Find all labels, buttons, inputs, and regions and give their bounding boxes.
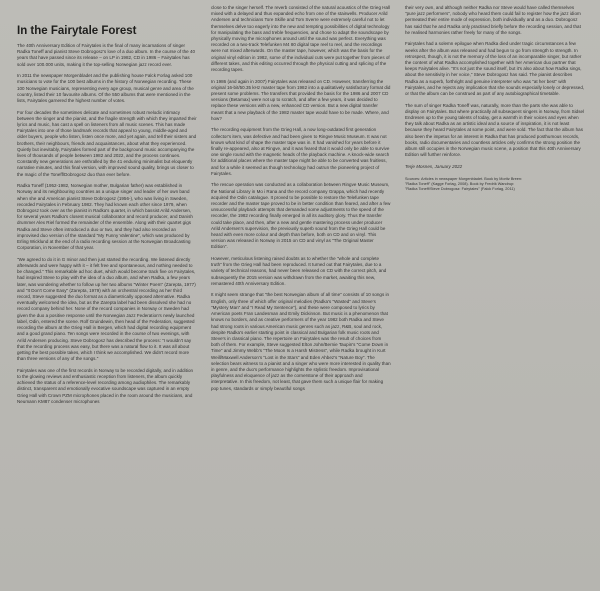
text-column-1 (17, 43, 197, 410)
paragraph: Fairytales was one of the first records in Norway to be recorded digitally, and in addition to the glowing reviews and enthusiastic reception from listeners, the album quickly achieved the status of a reference-level recording among audiophiles. The remarkably distinct, transparent and emotionally evocative soundscape was captured in an empty Grieg Hall with Crown PZM microphones placed in the room around the musicians, and Neumann KM87 condenser microphones (17, 367, 194, 404)
paragraph: It might seem strange that "the best Norwegian album of all time" consists of 10 songs in English, only three of which offer original melodies (Radka's "Wasted" and Steve's "Mystery Man" and "I Read My Sentence"), and these were composed to lyrics by American poets Fran Landesman and Emily Dickinson. But music is a phenomenon that knows no borders, and as creative performers of the year 1982 both Radka and Steve had strong roots in various American music genres such as jazz, R&B, soul and rock, despite Radka's earlier starting point in classical and Bulgarian folk music roots and Steve's in classical piano. The repertoire on Fairytales was the result of choices from both of them. For example, Steve suggested Elton John/Bernie Taupin's "Come Down in Time" and Jimmy Webb's "The Moon Is a Harsh Mistress", while Radka brought in Kurt Weill/Maxwell Anderson's "Lost in the Stars" and Eden Ahbez's "Nature Boy". The selection bears witness to a pianist and a singer who were more interested in quality than in genre, and the duo's performance highlights the stylistic freedom. Improvisational playfulness and eloquence of jazz as the cornerstone of their approach and interpretative. In this freedom, not least, that gave them such a unique flair for making pop tunes, standards or simply beautiful songs (211, 292, 391, 391)
paragraph: Radka Toneff (1952-1982, Norwegian mother, Bulgarian father) was established in Norway and its neighbouring countries as a unique singer and leader of her own band when she and American pianist Steve Dobrogosz (1956-), who was living in Sweden, recorded Fairytales in February 1982. They had known each other since 1979, when Dobrogosz took over as the pianist in Radka's quartet, in which bassist Arild Andersen, for several years Radka's closest musical collaborator and record producer, and Danish drummer Alex Riel formed the remainder of the ensemble. Along with their quartet gigs Radka and Steve often introduced a duo or two, and they had also recorded an improvised duo version of the standard "My Funny Valentine", which was produced by Erling Wicklund at the end of a radio recording session at the Norwegian Broadcasting Corporation, in November of that year. (17, 183, 193, 251)
text-column-3 (405, 5, 585, 193)
page-title: In the Fairytale Forest (17, 25, 137, 37)
paragraph: For four decades the sometimes delicate and sometimes robust melodic intimacy between the singer and the pianist, and the fragile strength with which they imparted their lyrics and music, has cast a spell on listeners from all music scenes. This has made Fairytales into one of those landmark records that appeal to young, middle-aged and older buyers, people who listen, listen once more, and yet again, and tell their sisters and brothers, their neighbours, friends and acquaintances, about what they experienced. Quietly but inevitably, Fairytales formed part of the background music accompanying the lives of thousands of people between 1982 and 2022, and the process continues. Constantly new generations are enthralled by the 41 enduring minimalist but eloquently narrative minutes, and this final version, with improved sound quality, brings us closer to the magic of the Toneff/Dobrogosz duo than ever before. (17, 109, 197, 177)
paragraph: "We agreed to do it in G minor and then just started the recording. We listened directly afterwards and were happy with it – it felt free and spontaneous, and nothing needed to be changed." This remarkable ad hoc duet, which would become track five on Fairytales, had inspired Steve to play with the idea of a duo album, and when Radka, a few years later, was wondering whether to follow up her two albums "Winter Poem" (Zarepta, 1977) and "It Don't Come Easy" (Zarepta, 1979) with an orchestral recording as her third record, Steve suggested the duo format as a diametrically opposed alternative. Radka eventually welcomed the idea, but as the Zarepta label had been dissolved she had no record company behind her. None of the record companies in Norway or Sweden had given the duo a positive response until the Norwegian Jazz Federation's newly launched label, Odin, entered the scene. Rolf Gruindewin, then head of the Federation, suggested recording the album at the Grieg Hall in Bergen, which had digital recording equipment and a good grand piano. Ten songs were recorded in the course of two evenings, with Arild Andersen producing. Steve Dobrogosz has described the process: "I wouldn't say that the recording process was easy, but there was a natural flow to it. It was all about getting the best possible takes, which I think we accomplished. We didn't record more than three versions of any of the songs." (17, 256, 196, 362)
paragraph: However, meticulous listening raised doubts as to whether the "whole and complete truth" from the Grieg Hall had been reproduced. It turned out that Fairytales, due to a variety of technical reasons, had never been released on CD with the correct pitch, and subsequently the 2015 version was withdrawn from the market, awaiting this new, remastered 40th Anniversary Edition. (211, 256, 387, 286)
source-line: "Radka Toneff" (Kagge Forlag, 2008). Book by Fredrik Wandrup: (405, 182, 515, 187)
paragraph: Fairytales had a solemn epilogue when Radka died under tragic circumstances a few weeks after the album was released and had begun to go from strength to strength. In retrospect, though, it is not the memory of the loss of an incomparable singer, but rather the content of what Radka accomplished together with her American duo partner that keeps Fairytales alive. "It's not just the sound itself, but it's also about how Radka sings, about the sensitivity in her voice," Steve Dobrogosz has said. The pianist describes Radka as a superb, forthright and genuine interpreter who was "at her best" with Fairytales, and he rejects any implication that she sounds especially lonely or depressed, or that the album can be construed as part of any autobiographical timetable. (405, 41, 585, 97)
paragraph: close to the singer herself. The reverb consisted of the natural acoustics of the Grieg Hall mixed with a delayed and thus expanded echo from one of the stairwells. Producer Arild Andersen and technicians Tore Skille and Tom Sverre were extremely careful not to let themselves delve too eagerly into the new and tempting possibilities of digital technology for manipulating the bass and treble frequencies, and chose to adapt the soundscape by physically moving the microphones around until the sound was perfect. Everything was recorded on a two-track Telefunken M4 80 digital tape reel to reel, and the recordings were not mixed afterwards. On the master tape, however, which was the basis for the original vinyl edition in 1982, some of the individual cuts were put together from pieces of different takes, and this editing occurred through the physical cutting and splicing of the recording tapes. (211, 5, 391, 73)
source-line: "Radka Toneff/Steve Dobrogosz: Fairytales" (Falck Forlag, 2011) (405, 187, 515, 192)
source-line: Sources: Articles in newspaper Morgenbladet. Book by Moritz Breen: (405, 177, 523, 182)
paragraph: their very own, and although neither Radka nor Steve would have called themselves "pure jazz performers", nobody who heard them could fail to register how the jazz idiom permeated their entire mode of expression, both individually and as a duo. Dobrogosz has said that he and Radka only practised briefly before the recording session, and that he realised harmonies rather freely for many of the songs. (405, 5, 581, 35)
paragraph: The 40th Anniversary Edition of Fairytales is the final of many incarnations of singer Radka Toneff and pianist Steve Dobrogosz's love of a duo album. In the course of the 40 years that have passed since its release – on LP in 1982, CD in 1986 – Fairytales has sold over 100.000 units, making it the top-selling Norwegian jazz record ever. (17, 43, 196, 67)
text-column-2 (211, 5, 391, 397)
paragraph: The rescue operation was conducted as a collaboration between Ringve Music Museum, the National Library in Mo i Rana and the record company Grappa, which had recently acquired the Odin catalogue. It proved to be possible to restore the Telefunken tape recorder and the master tape proved to be in better condition than feared, and after a few unsuccessful playback attempts that demanded some adjustments to the speed of the recorder, the 1982 recording finally emerged in all its auditory glory. Thus the transfer could take place, and then, after a new and gentle mastering process under producer Arild Andersen's supervision, the previously superb sound from the Grieg Hall could be heard with even more colour and depth than before, both on CD and on vinyl. This version was released in Norway in 2015 on CD and vinyl as "The Original Master Edition". (211, 182, 391, 250)
paragraph: The recording equipment from the Grieg Hall, a now long-outdated first generation collector's item, was defective and had been given to Ringve Music Museum. It was not known what kind of shape the master tape was in. It had vanished for years before it finally re-appeared, also at Ringve, and it was feared that it would only be able to survive one single round with the magnetic heads of the playback machine. A knock-wide search for additional places where the master tape might be able to be converted was fruitless, and for a while it seemed as though technology had outrun the pioneering project of Fairytales. (211, 127, 390, 176)
sources-note (405, 177, 585, 193)
paragraph: In 2011 the newspaper Morgenbladet and the publishing house Falck Forlag asked 100 musicians to vote for the 100 best albums in the history of Norwegian recording. These 100 Norwegian musicians, representing every age group, musical genre and area of the country, listed their 10 favourite albums. Of the 550 albums that were mentioned in the lists, Fairytales garnered the highest number of votes. (17, 73, 194, 104)
paragraph: In 1986 (and again in 2007) Fairytales was released on CD. However, transferring the original 16-bit/50.35 kHz master tape from 1982 into a qualitatively satisfactory format did present some problems. The transfers that provided the basis for the 1986 and 2007 CD versions (Betamax) were not up to scratch, and after a few years, it was decided to replace these versions with a new, enhanced CD version. But a new digital transfer meant that a new playback of the 1982 master tape would have to be made. Where, and how? (211, 78, 391, 121)
paragraph: The sum of singer Radka Toneff was, naturally, more than the parts she was able to display on Fairytales. But where practically all subsequent singers in Norway, from Sidsel Endresen up to the young talents of today, get a warmth in their voices and eyes when they talk about Radka as an artistic ideal and a source of inspiration, it is not least because they heard Fairytales at some point, and were sold. The fact that the album has also been the impetus for an interest in Radka that has produced posthumous records, books, radio documentaries and countless articles only confirms the strong position the album still occupies in the Norwegian music scene, a position that this 40th Anniversary Edition will further reinforce. (405, 102, 585, 158)
author-signature: Terje Mosnes, January 2022 (405, 163, 463, 169)
